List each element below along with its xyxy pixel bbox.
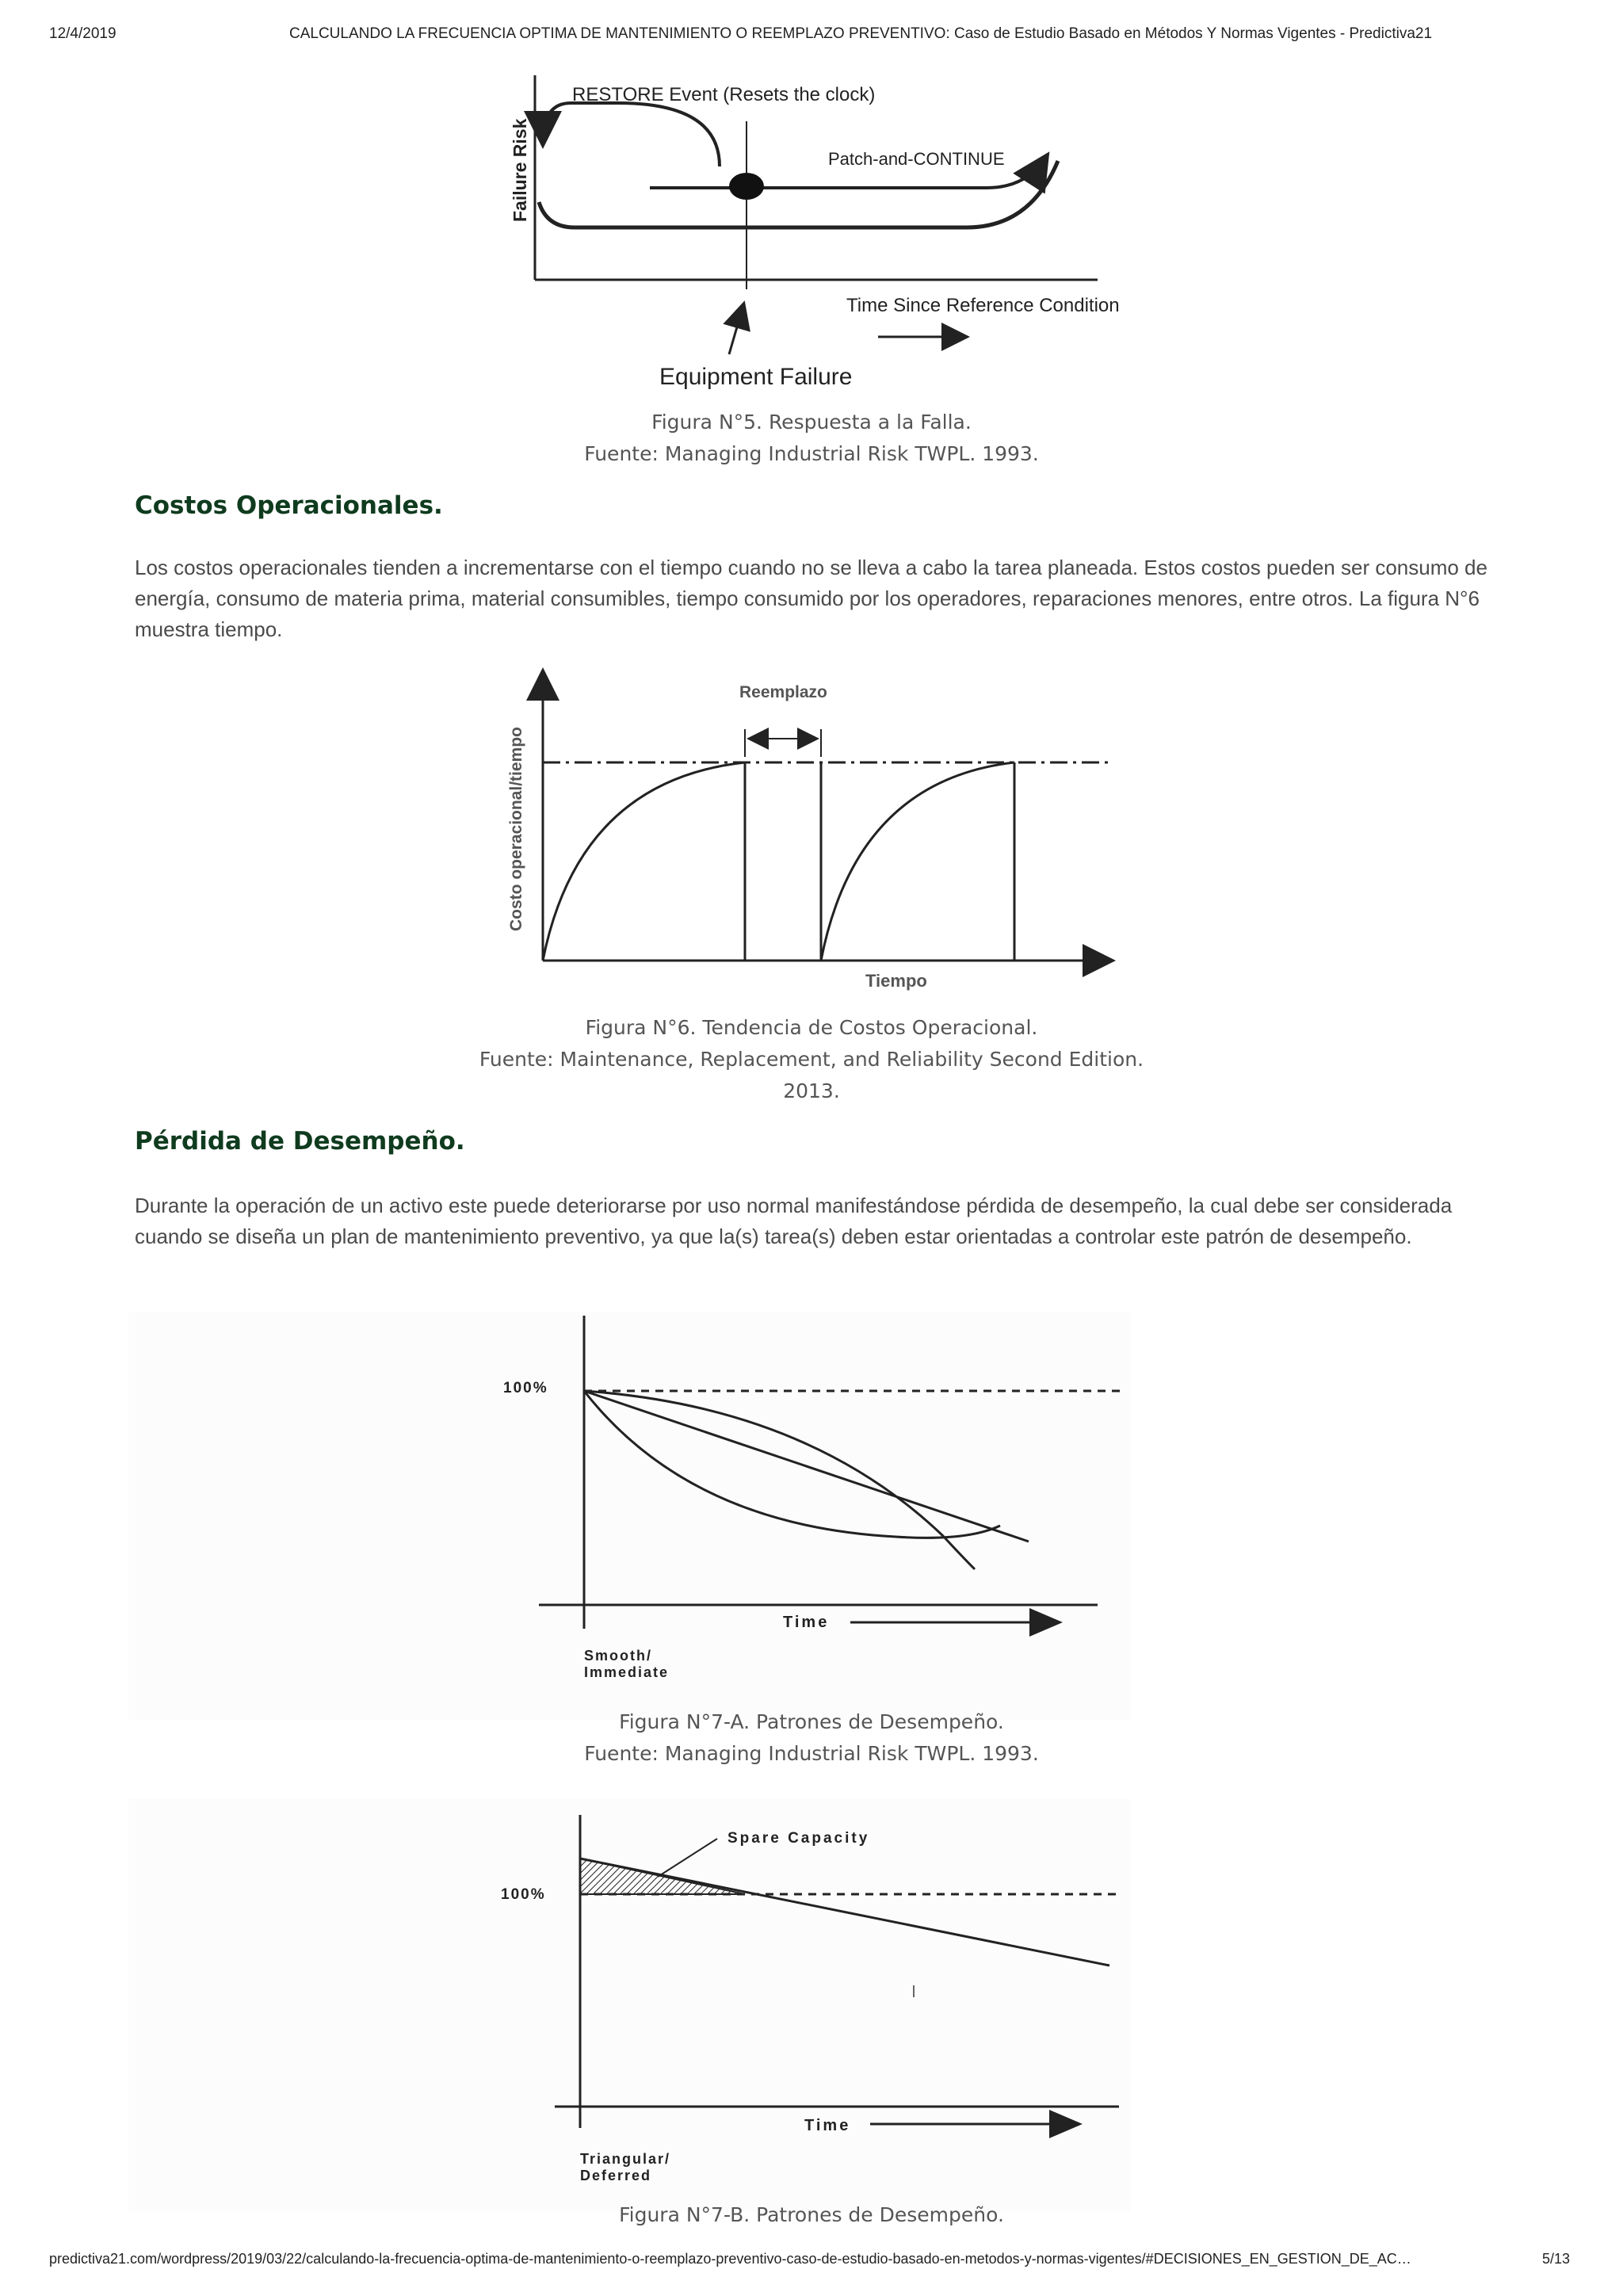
figure-5-caption <box>0 407 1623 470</box>
figure-6-caption-title: Figura N°6. Tendencia de Costos Operacional. <box>585 1016 1038 1039</box>
figure-7b-pattern-label-2: Deferred <box>580 2168 652 2183</box>
figure-6-caption-source: Fuente: Maintenance, Replacement, and Reliability Second Edition. <box>479 1048 1144 1071</box>
time-label: Time Since Reference Condition <box>846 295 1120 316</box>
figure-5-caption-source: Fuente: Managing Industrial Risk TWPL. 1993. <box>584 442 1039 465</box>
print-header <box>0 25 1623 49</box>
paragraph-costos: Los costos operacionales tienden a incrementarse con el tiempo cuando no se lleva a cabo la tarea planeada. Estos costos pueden ser consumo de energía, consumo de materia prima, material consumibles, tiempo consumido por los operadores, reparaciones menores, entre otros. La figura N°6 muestra tiempo. <box>135 556 1487 641</box>
section-heading-perdida: Pérdida de Desempeño. <box>135 1127 465 1156</box>
spare-capacity-label: Spare Capacity <box>727 1830 870 1847</box>
figure-7b-caption-title: Figura N°7-B. Patrones de Desempeño. <box>619 2203 1004 2226</box>
figure-7a-caption <box>0 1706 1623 1770</box>
figure-5-caption-title: Figura N°5. Respuesta a la Falla. <box>651 411 972 434</box>
figure-7b-caption <box>0 2199 1623 2231</box>
figure-7b-pattern-label-1: Triangular/ <box>580 2151 671 2167</box>
patch-label: Patch-and-CONTINUE <box>828 149 1005 169</box>
section-heading-costos: Costos Operacionales. <box>135 491 443 520</box>
figure-7a-caption-source: Fuente: Managing Industrial Risk TWPL. 1993. <box>584 1742 1039 1765</box>
figure-6-caption-year: 2013. <box>783 1079 840 1102</box>
restore-label: RESTORE Event (Resets the clock) <box>572 84 876 105</box>
figure-7b-level-label: 100% <box>501 1886 546 1903</box>
figure-7b-time-label: Time <box>804 2117 851 2134</box>
figure-7a-performance-patterns <box>491 1312 1133 1692</box>
paragraph-perdida: Durante la operación de un activo este puede deteriorarse por uso normal manifestándose pérdida de desempeño, la cual debe ser considerada cuando se diseña un plan de mantenimiento preventivo, ya que la(s) tarea(s) deben estar orientadas a controlar este patrón de desempeño. <box>135 1194 1453 1248</box>
figure-6-ylabel: Costo operacional/tiempo <box>507 727 525 931</box>
figure-7a-pattern-label-2: Immediate <box>584 1664 670 1680</box>
figure-6-operational-cost <box>499 666 1125 999</box>
figure-7a-caption-title: Figura N°7-A. Patrones de Desempeño. <box>619 1710 1004 1733</box>
figure-7a-level-label: 100% <box>503 1380 548 1396</box>
figure-5-failure-response <box>499 75 1133 400</box>
print-title: CALCULANDO LA FRECUENCIA OPTIMA DE MANTENIMIENTO O REEMPLAZO PREVENTIVO: Caso de Estudio Basado en Métodos Y Normas Vigentes - Predictiva21 <box>289 25 1433 42</box>
figure-6-caption <box>0 1012 1623 1107</box>
figure-7a-pattern-label-1: Smooth/ <box>584 1648 652 1664</box>
page-number: 5/13 <box>1542 2251 1571 2267</box>
failure-event-marker <box>729 173 764 200</box>
figure-7a-time-label: Time <box>783 1614 830 1631</box>
reemplazo-label: Reemplazo <box>739 683 827 701</box>
page-url: predictiva21.com/wordpress/2019/03/22/calculando-la-frecuencia-optima-de-mantenimiento-o-reemplazo-preventivo-caso-de-estudio-basado-en-metodos-y-normas-vigentes/#DECISIONES_EN_GESTION_DE_AC… <box>49 2251 1411 2267</box>
figure-5-ylabel: Failure Risk <box>510 118 530 222</box>
figure-7b-performance-patterns <box>491 1807 1133 2187</box>
print-date: 12/4/2019 <box>49 25 116 42</box>
equipment-failure-label: Equipment Failure <box>659 364 853 390</box>
figure-6-xlabel: Tiempo <box>865 971 927 991</box>
